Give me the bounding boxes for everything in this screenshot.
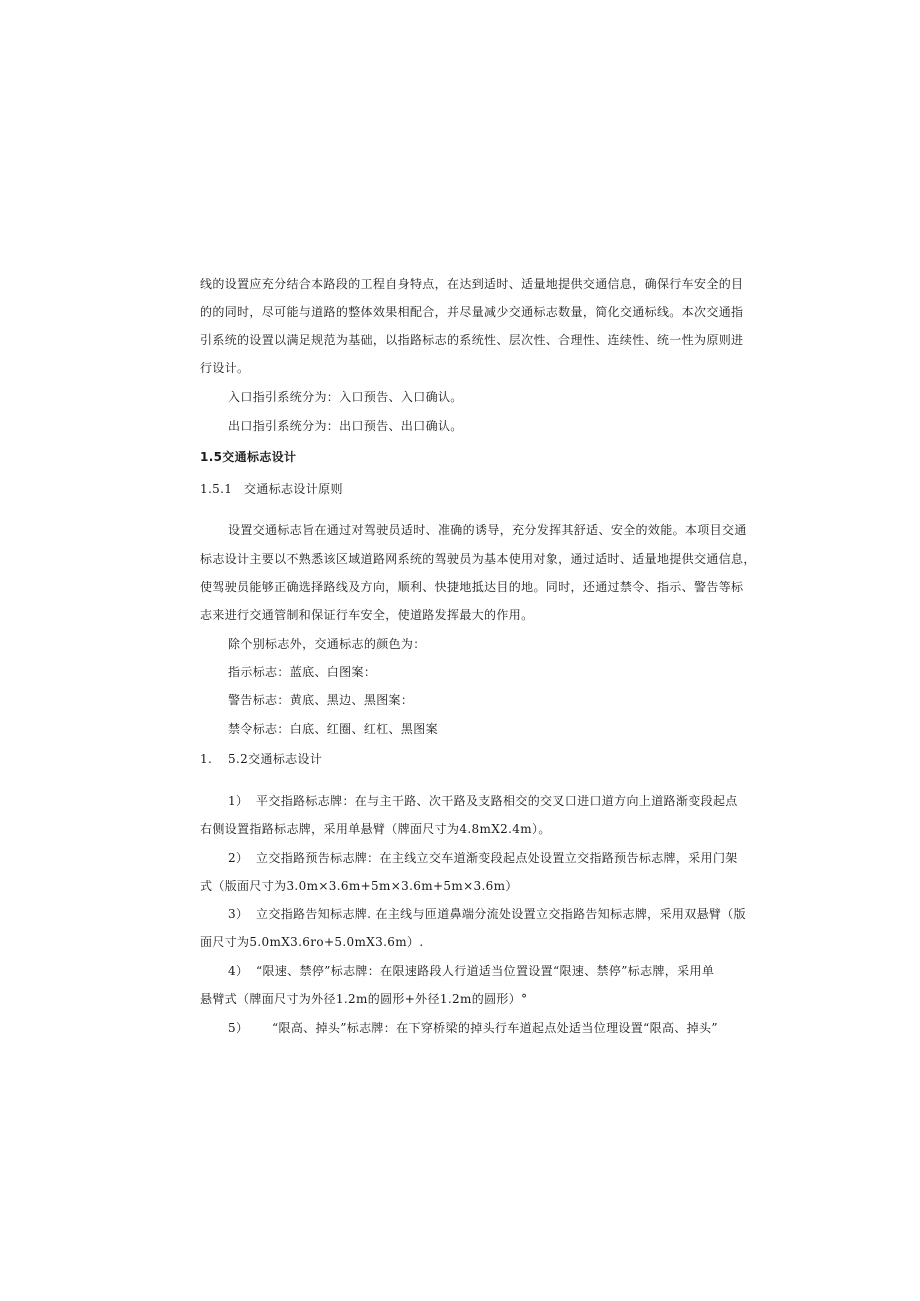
list-item-2-line-2: 式（版面尺寸为3.0m×3.6m+5m×3.6m+5m×3.6m） — [200, 879, 518, 893]
list-item-number: 5） — [228, 1021, 249, 1035]
list-item-3-line-2: 面尺寸为5.0mX3.6ro+5.0mX3.6m）. — [200, 935, 424, 949]
colors-intro-text: 除个别标志外，交通标志的颜色为： — [228, 637, 426, 651]
intro-line-3: 引系统的设置以满足规范为基础，以指路标志的系统性、层次性、合理性、连续性、统一性为原则进 — [200, 333, 744, 347]
section-heading-1-5: 1.5交通标志设计 — [200, 450, 297, 464]
list-item-number: 4） — [228, 964, 249, 978]
list-item-4-line-2: 悬臂式（牌面尺寸为外径1.2m的圆形+外径1.2m的圆形）° — [200, 992, 528, 1006]
list-item-text: 立交指路预告标志牌：在主线立交车道渐变段起点处设置立交指路预告标志牌，采用门架 — [256, 851, 738, 865]
warning-sign-colors: 警告标志：黄底、黑边、黑图案： — [228, 693, 414, 707]
principle-line-3: 使驾驶员能够正确选择路线及方向，顺利、快捷地抵达目的地。同时，还通过禁令、指示、警告等标 — [200, 580, 744, 594]
list-item-text: “限高、掉头”标志牌：在下穿桥梁的掉头行车道起点处适当位理设置“限高、掉头” — [272, 1021, 718, 1035]
intro-line-1: 线的设置应充分结合本路段的工程自身特点，在达到适时、适量地提供交通信息，确保行车安全的目 — [200, 277, 744, 291]
list-item-text: 平交指路标志牌：在与主干路、次干路及支路相交的交叉口进口道方向上道路渐变段起点 — [256, 794, 738, 808]
list-item-5-line-1 — [228, 1020, 718, 1036]
list-item-text: “限速、禁停”标志牌：在限速路段人行道适当位置设置“限速、禁停”标志牌，采用单 — [256, 964, 715, 978]
exit-guidance-text: 出口指引系统分为：出口预告、出口确认。 — [228, 419, 463, 433]
section-heading-1-5-2 — [200, 751, 322, 767]
list-item-text: 立交指路告知标志牌. 在主线与匝道鼻端分流处设置立交指路告知标志牌，采用双悬臂（版 — [256, 907, 746, 921]
section-heading-1-5-1 — [200, 481, 343, 497]
principle-line-4: 志来进行交通管制和保证行车安全，使道路发挥最大的作用。 — [200, 608, 534, 622]
section-title: 5.2交通标志设计 — [228, 752, 323, 766]
list-item-1-line-1 — [228, 793, 738, 809]
section-number: 1.5.1 — [200, 482, 233, 496]
list-item-2-line-1 — [228, 850, 738, 866]
indication-sign-colors: 指示标志：蓝底、白图案： — [228, 665, 377, 679]
list-item-number: 3） — [228, 907, 249, 921]
intro-line-2: 的的同时，尽可能与道路的整体效果相配合，并尽量减少交通标志数量，简化交通标线。本次交通指 — [200, 305, 744, 319]
principle-line-1: 设置交通标志旨在通过对驾驶员适时、准确的诱导，充分发挥其舒适、安全的效能。本项目交通 — [228, 523, 747, 537]
list-item-3-line-1 — [228, 906, 746, 922]
list-item-number: 1） — [228, 794, 249, 808]
list-item-1-line-2: 右侧设置指路标志牌，采用单悬臂（牌面尺寸为4.8mX2.4m）。 — [200, 822, 551, 836]
section-title: 交通标志设计原则 — [244, 482, 343, 496]
intro-line-4: 行设计。 — [200, 361, 250, 375]
principle-line-2: 标志设计主要以不熟悉该区域道路网系统的驾驶员为基本使用对象，通过适时、适量地提供交通信息， — [200, 552, 756, 566]
list-item-4-line-1 — [228, 963, 714, 979]
entry-guidance-text: 入口指引系统分为：入口预告、入口确认。 — [228, 390, 463, 404]
prohibition-sign-colors: 禁令标志：白底、红圈、红杠、黑图案 — [228, 722, 438, 736]
list-item-number: 2） — [228, 851, 249, 865]
section-number: 1. — [200, 752, 213, 766]
